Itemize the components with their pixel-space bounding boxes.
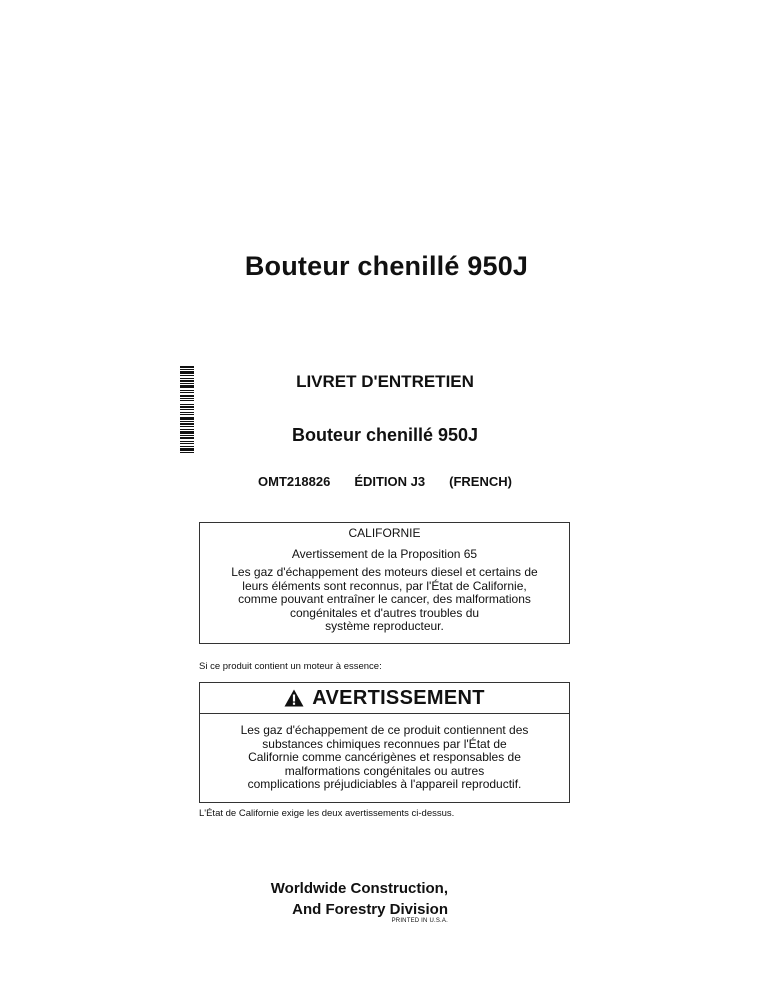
prop65-line: système reproducteur. [325,619,444,633]
barcode-bar [180,409,194,410]
barcode-bar [180,366,194,368]
publication-line [190,474,580,489]
barcode-bar [180,412,194,413]
warning-line: malformations congénitales ou autres [284,763,485,778]
division-line-1: Worldwide Construction, [270,880,448,897]
barcode-bar [180,395,194,397]
barcode-bar [180,452,194,453]
barcode-bar [180,400,194,401]
warning-header [200,683,569,714]
prop65-heading: CALIFORNIE [348,526,421,540]
manual-model: Bouteur chenillé 950J [291,425,479,445]
barcode-bar [180,414,194,415]
prop65-line: comme pouvant entraîner le cancer, des malformations [238,592,531,606]
warning-line: substances chimiques reconnues par l'État de [262,736,507,751]
warning-line: complications préjudiciables à l'appareil reproductif. [247,777,522,791]
barcode-bar [180,446,194,447]
prop65-subheading: Avertissement de la Proposition 65 [291,546,478,561]
warning-triangle-icon [284,689,304,707]
barcode-bar [180,369,194,370]
document-title: Bouteur chenillé 950J [244,251,529,281]
division-line-2: And Forestry Division [292,901,448,918]
state-note: L'État de Californie exige les deux avertissements ci-dessus. [199,808,455,819]
barcode-bar [180,448,194,451]
edition: ÉDITION J3 [354,474,426,489]
printed-in: PRINTED IN U.S.A. [391,918,448,924]
warning-text [200,714,569,792]
prop65-line: congénitales et d'autres troubles du [289,605,480,620]
barcode-bar [180,417,194,420]
warning-line: Les gaz d'échappement de ce produit contiennent des [240,723,529,737]
prop65-line: Les gaz d'échappement des moteurs diesel et certains de [231,565,538,579]
prop65-box [199,522,570,644]
barcode-bar [180,404,194,405]
manual-type: LIVRET D'ENTRETIEN [296,372,474,391]
barcode-bar [180,398,194,399]
barcode-bar [180,421,194,422]
warning-signal-word: AVERTISSEMENT [312,686,485,709]
warning-box [199,682,570,803]
warning-line: Californie comme cancérigènes et responsables de [248,750,521,764]
publication-number: OMT218826 [258,474,331,489]
gasoline-note: Si ce produit contient un moteur à essence: [199,661,382,672]
barcode-bar [180,392,194,393]
prop65-line: leurs éléments sont reconnus, par l'État de Californie, [242,578,527,593]
barcode-bar [180,406,194,408]
division-name [236,878,448,920]
language: (FRENCH) [449,474,512,489]
